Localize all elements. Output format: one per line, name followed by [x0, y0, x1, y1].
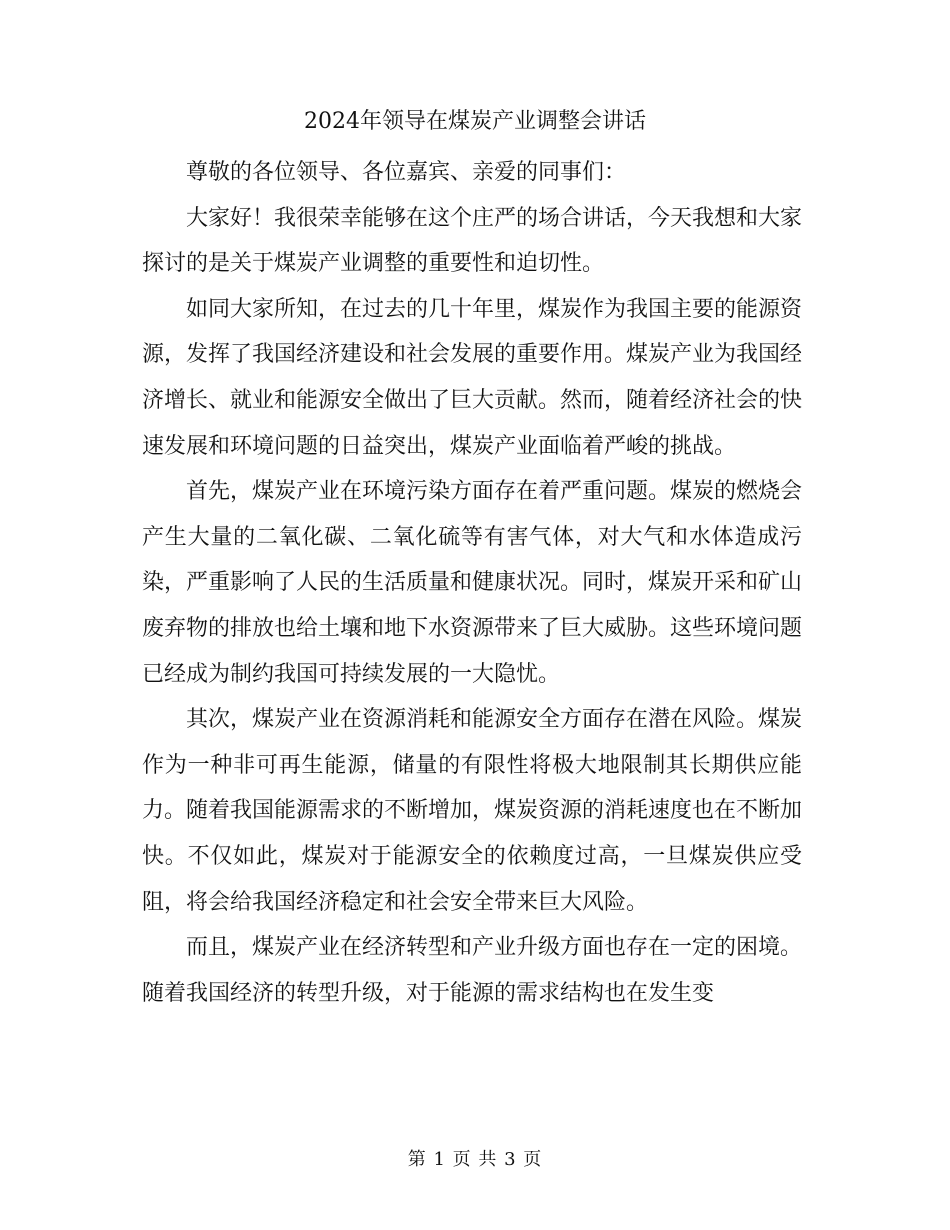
- body-paragraph: 首先，煤炭产业在环境污染方面存在着严重问题。煤炭的燃烧会产生大量的二氧化碳、二氧化硫等有害气体，对大气和水体造成污染，严重影响了人民的生活质量和健康状况。同时，煤炭开采和矿山废弃物的排放也给土壤和地下水资源带来了巨大威胁。这些环境问题已经成为制约我国可持续发展的一大隐忧。: [142, 479, 803, 687]
- salutation-paragraph: 尊敬的各位领导、各位嘉宾、亲爱的同事们：: [186, 160, 627, 185]
- body-paragraph: 其次，煤炭产业在资源消耗和能源安全方面存在潜在风险。煤炭作为一种非可再生能源，储量的有限性将极大地限制其长期供应能力。随着我国能源需求的不断增加，煤炭资源的消耗速度也在不断加快。不仅如此，煤炭对于能源安全的依赖度过高，一旦煤炭供应受阻，将会给我国经济稳定和社会安全带来巨大风险。: [142, 707, 803, 915]
- body-paragraph: 如同大家所知，在过去的几十年里，煤炭作为我国主要的能源资源，发挥了我国经济建设和社会发展的重要作用。煤炭产业为我国经济增长、就业和能源安全做出了巨大贡献。然而，随着经济社会的快速发展和环境问题的日益突出，煤炭产业面临着严峻的挑战。: [142, 296, 803, 459]
- body-paragraph: 大家好！我很荣幸能够在这个庄严的场合讲话，今天我想和大家探讨的是关于煤炭产业调整的重要性和迫切性。: [142, 205, 803, 277]
- document-body: [142, 150, 802, 1016]
- page-footer: 第 1 页 共 3 页: [407, 1149, 543, 1170]
- body-paragraph: 而且，煤炭产业在经济转型和产业升级方面也存在一定的困境。随着我国经济的转型升级，对于能源的需求结构也在发生变: [142, 935, 803, 1006]
- document-title: 2024年领导在煤炭产业调整会讲话: [304, 109, 646, 134]
